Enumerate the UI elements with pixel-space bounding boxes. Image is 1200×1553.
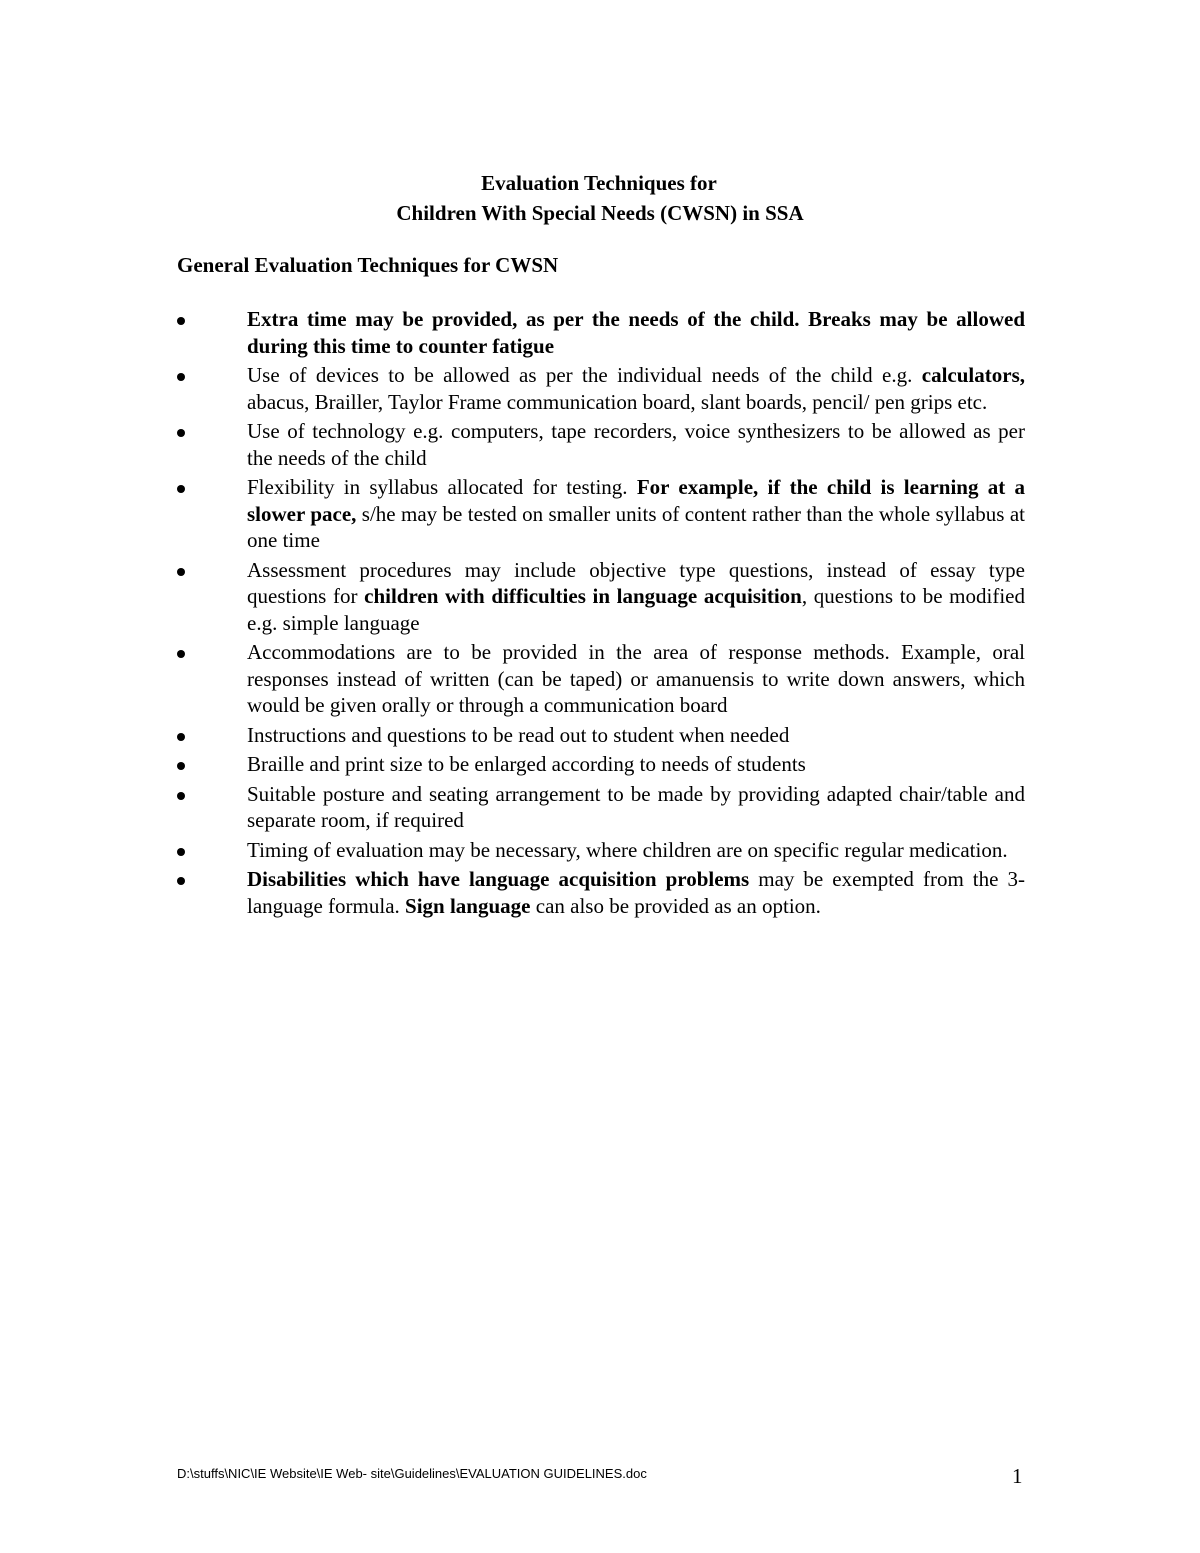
bullet-text: Accommodations are to be provided in the area of response methods. Example, oral responses instead of written (can be taped) or amanuensis to write down answers, which would be given orally or through a communication board (247, 640, 1025, 717)
bullet-text: abacus, Brailler, Taylor Frame communication board, slant boards, pencil/ pen grips etc. (247, 389, 988, 414)
bullet-item (177, 306, 1025, 359)
bullet-dot-icon (177, 485, 185, 493)
title-line-2: Children With Special Needs (CWSN) in SSA (396, 201, 804, 225)
bullet-text: Use of devices to be allowed as per the individual needs of the child e.g. (247, 363, 922, 387)
bullet-dot-icon (177, 429, 185, 437)
bullet-item (177, 751, 1025, 778)
bullet-item (177, 866, 1025, 919)
bullet-text: Instructions and questions to be read out to student when needed (247, 722, 790, 747)
page-number: 1 (1012, 1464, 1023, 1488)
footer-file-path: D:\stuffs\NIC\IE Website\IE Web- site\Guidelines\EVALUATION GUIDELINES.doc (177, 1466, 647, 1481)
bullet-text: Suitable posture and seating arrangement to be made by providing adapted chair/table and separate room, if required (247, 781, 1025, 832)
bullet-dot-icon (177, 877, 185, 885)
bullet-dot-icon (177, 848, 185, 856)
bullet-text: Flexibility in syllabus allocated for testing. (247, 475, 637, 499)
bullet-bold-text: children with difficulties in language acquisition (364, 584, 802, 608)
bullet-item (177, 837, 1025, 864)
document-title (0, 168, 1200, 228)
bullet-text: s/he may be tested on smaller units of content rather than the whole syllabus at one time (247, 501, 1025, 552)
title-line-1: Evaluation Techniques for (481, 171, 717, 195)
bullet-item (177, 474, 1025, 554)
bullet-item (177, 639, 1025, 719)
bullet-bold-text: Sign language (405, 893, 531, 918)
bullet-text: may be exempted from the 3-language formula. (247, 867, 1025, 918)
bullet-item (177, 722, 1025, 749)
bullet-dot-icon (177, 733, 185, 741)
bullet-dot-icon (177, 568, 185, 576)
bullet-text: , questions to be modified e.g. simple language (247, 584, 1025, 635)
bullet-text: Assessment procedures may include objective type questions, instead of essay type questions for (247, 557, 1025, 608)
bullet-list (177, 306, 1025, 922)
bullet-dot-icon (177, 650, 185, 658)
bullet-text: Use of technology e.g. computers, tape recorders, voice synthesizers to be allowed as per the needs of the child (247, 419, 1025, 470)
bullet-text: Timing of evaluation may be necessary, where children are on specific regular medication. (247, 837, 1008, 862)
bullet-text: Braille and print size to be enlarged according to needs of students (247, 752, 806, 776)
bullet-bold-text: Disabilities which have language acquisition problems (247, 867, 750, 891)
bullet-item (177, 362, 1025, 415)
bullet-item (177, 781, 1025, 834)
bullet-item (177, 557, 1025, 637)
section-heading: General Evaluation Techniques for CWSN (177, 253, 559, 277)
bullet-dot-icon (177, 373, 185, 381)
bullet-text: can also be provided as an option. (530, 893, 821, 918)
bullet-dot-icon (177, 762, 185, 770)
bullet-dot-icon (177, 317, 185, 325)
bullet-bold-text: For example, if the child is learning at a slower pace, (247, 475, 1025, 526)
bullet-bold-text: Extra time may be provided, as per the needs of the child. Breaks may be allowed during this time to counter fatigue (247, 307, 1025, 358)
bullet-bold-text: calculators, (921, 363, 1025, 387)
bullet-item (177, 418, 1025, 471)
bullet-dot-icon (177, 792, 185, 800)
